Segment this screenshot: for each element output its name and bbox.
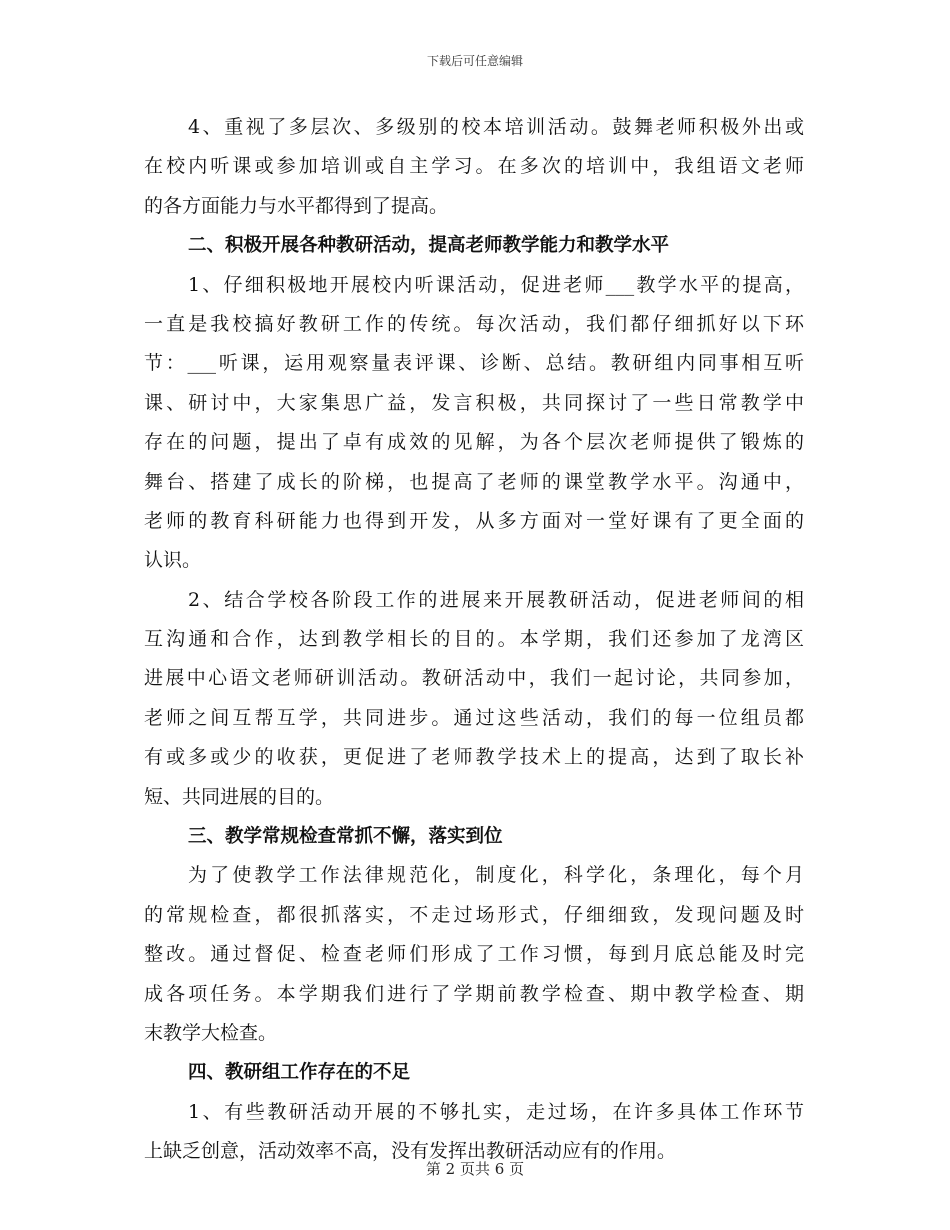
text-line: 1、有些教研活动开展的不够扎实，走过场，在许多具体工作环节 bbox=[188, 1100, 804, 1123]
text-line: 的常规检查，都很抓落实，不走过场形式，仔细细致，发现问题及时 bbox=[144, 903, 804, 926]
text-line: 为了使教学工作法律规范化，制度化，科学化，条理化，每个月 bbox=[188, 864, 804, 887]
text-line: 末教学大检查。 bbox=[144, 1021, 278, 1044]
text-line: 上缺乏创意，活动效率不高，没有发挥出教研活动应有的作用。 bbox=[144, 1140, 677, 1163]
text-line: 认识。 bbox=[144, 549, 202, 572]
text-line: 的各方面能力与水平都得到了提高。 bbox=[144, 194, 449, 217]
document-body bbox=[144, 108, 804, 1172]
paragraph-stage-activity bbox=[144, 581, 804, 817]
paragraph-routine-check bbox=[144, 856, 804, 1053]
text-line: 1、仔细积极地开展校内听课活动，促进老师___教学水平的提高， bbox=[188, 273, 804, 296]
text-line: 一直是我校搞好教研工作的传统。每次活动，我们都仔细抓好以下环 bbox=[144, 312, 804, 335]
section-heading-4 bbox=[144, 1053, 804, 1092]
section-heading-2 bbox=[144, 226, 804, 265]
text-line: 存在的问题，提出了卓有成效的见解，为各个层次老师提供了锻炼的 bbox=[144, 431, 804, 454]
text-line: 有或多或少的收获，更促进了老师教学技术上的提高，达到了取长补 bbox=[144, 746, 804, 769]
section-heading-3 bbox=[144, 817, 804, 856]
paragraph-listen-activity bbox=[144, 266, 804, 581]
text-line: 课、研讨中，大家集思广益，发言积极，共同探讨了一些日常教学中 bbox=[144, 391, 804, 414]
text-line: 4、重视了多层次、多级别的校本培训活动。鼓舞老师积极外出或 bbox=[188, 116, 804, 138]
heading-text: 三、教学常规检查常抓不懈，落实到位 bbox=[188, 826, 503, 848]
page-header: 下载后可任意编辑 bbox=[426, 54, 523, 68]
text-line: 2、结合学校各阶段工作的进展来开展教研活动，促进老师间的相 bbox=[188, 588, 804, 611]
heading-text: 二、积极开展各种教研活动，提高老师教学能力和教学水平 bbox=[188, 235, 670, 257]
text-line: 老师的教育科研能力也得到开发，从多方面对一堂好课有了更全面的 bbox=[144, 509, 804, 532]
text-line: 短、共同进展的目的。 bbox=[144, 785, 335, 808]
text-line: 节：___听课，运用观察量表评课、诊断、总结。教研组内同事相互听 bbox=[144, 352, 804, 375]
heading-text: 四、教研组工作存在的不足 bbox=[188, 1062, 411, 1084]
text-line: 进展中心语文老师研训活动。教研活动中，我们一起讨论，共同参加， bbox=[144, 667, 804, 690]
paragraph-item-4 bbox=[144, 108, 804, 226]
text-line: 在校内听课或参加培训或自主学习。在多次的培训中，我组语文老师 bbox=[144, 155, 804, 178]
text-line: 整改。通过督促、检查老师们形成了工作习惯，每到月底总能及时完 bbox=[144, 943, 804, 966]
text-line: 舞台、搭建了成长的阶梯，也提高了老师的课堂教学水平。沟通中， bbox=[144, 470, 804, 493]
text-line: 成各项任务。本学期我们进行了学期前教学检查、期中教学检查、期 bbox=[144, 982, 804, 1005]
page-number: 第 2 页共 6 页 bbox=[425, 1160, 525, 1178]
text-line: 互沟通和合作，达到教学相长的目的。本学期，我们还参加了龙湾区 bbox=[144, 628, 804, 651]
text-line: 老师之间互帮互学，共同进步。通过这些活动，我们的每一位组员都 bbox=[144, 706, 804, 729]
